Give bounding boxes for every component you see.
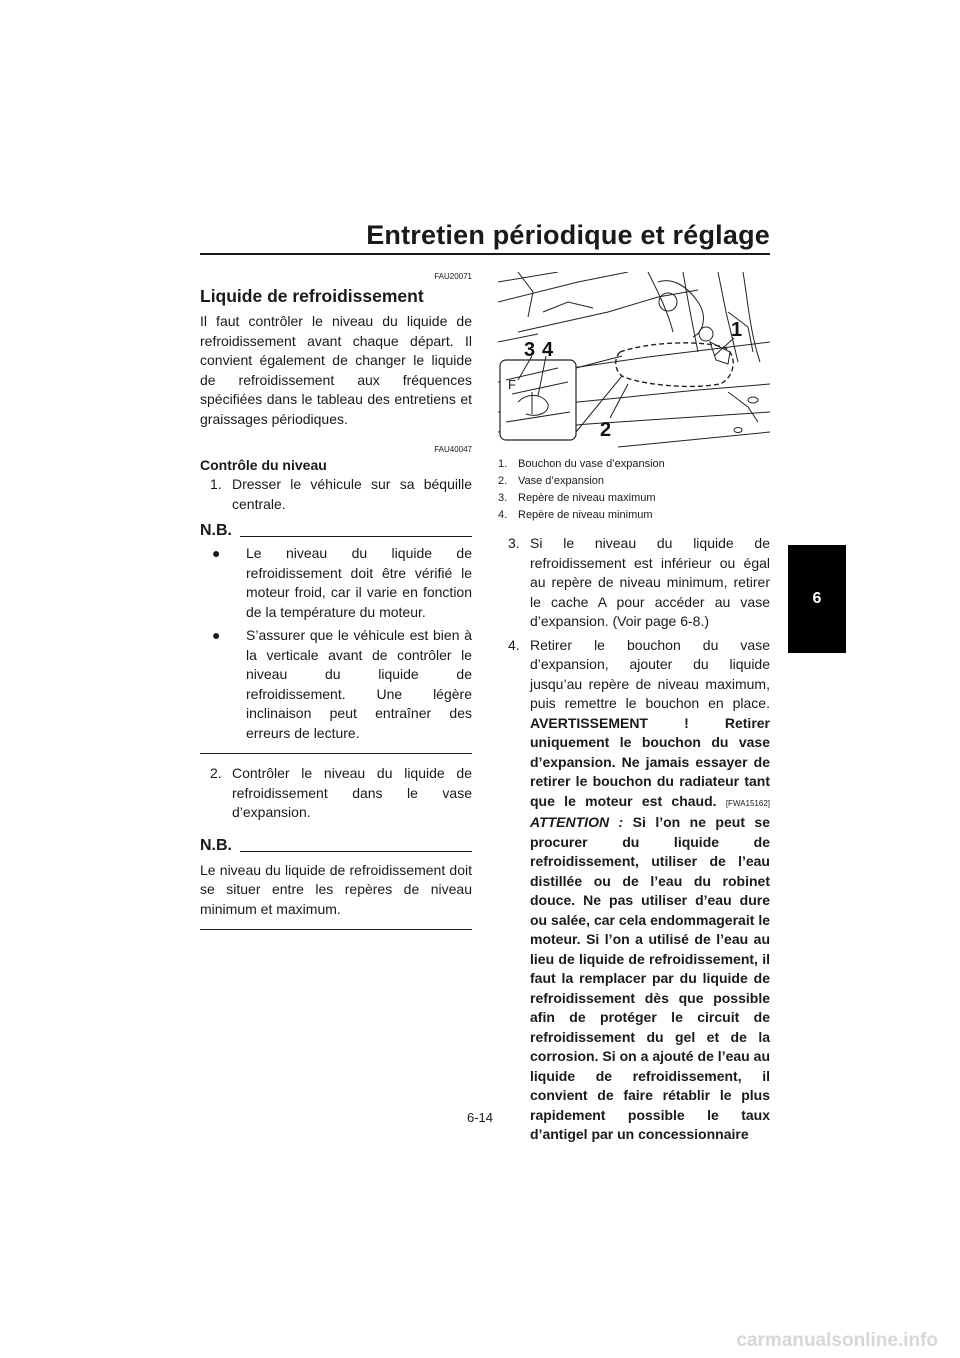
bullet-icon: ● [212,627,221,643]
bullet-text: Le niveau du liquide de refroidissement doit être vérifié le moteur froid, car il varie en fonction de la température du moteur. [246,545,472,620]
header-rule [200,253,770,255]
legend-num: 3. [498,492,508,504]
step-number: 4. [508,636,520,653]
caution-label: ATTENTION : [530,814,624,830]
caution-text: Si l’on ne peut se procurer du liquide de refroidissement, utiliser de l’eau distillée ou de l’eau du robinet douce. Ne pas utiliser d’eau dure ou salée, car cela endommagerait le moteur. Si l’on a utilisé de l’eau au lieu de liquide de refroidissement, il faut la remplacer par du liquide de refroidissement dès que possible afin de protéger le circuit de refroidissement du gel et de la corrosion. Si on a ajouté de l’eau au liquide de refroidissement, il convient de faire rétablir le plus rapidement possible le taux d’antigel par un concessionnaire [530,814,771,1142]
legend-num: 1. [498,458,508,470]
legend-item [498,456,770,473]
nb-label: N.B. [200,522,232,539]
nb-1-end-rule [200,753,472,754]
subsection-code: FAU40047 [434,445,472,454]
step-text: Dresser le véhicule sur sa béquille centrale. [232,476,472,512]
section-title: Liquide de refroidissement [200,286,424,306]
step-4 [498,636,770,1145]
step-number: 3. [508,535,520,551]
nb-2-text: Le niveau du liquide de refroidissement doit se situer entre les repères de niveau minimum et maximum. [200,861,472,917]
legend-text: Repère de niveau maximum [518,492,656,504]
nb-rule [240,536,472,537]
step-number: 2. [210,765,222,781]
section-code: FAU20071 [434,272,472,281]
nb-label: N.B. [200,836,232,854]
chapter-tab: 6 [788,545,846,653]
bullet-text: S’assurer que le véhicule est bien à la verticale avant de contrôler le niveau du liquide de refroidissement. Une légère inclinaison peut entraîner des erreurs de lecture. [246,627,472,741]
page-number: 6-14 [466,1110,494,1125]
legend-item [498,507,770,524]
callout-2: 2 [600,419,612,441]
page-header-title: Entretien périodique et réglage [366,220,770,250]
legend-num: 4. [498,509,508,521]
section-intro: Il faut contrôler le niveau du liquide de refroidissement avant chaque départ. Il convient également de changer le liquide de refroidissement aux fréquences spécifiées dans le tableau des entretiens et graissages périodiques. [200,313,472,427]
subsection-title: Contrôle du niveau [200,457,327,473]
coolant-reservoir-illustration [498,272,770,452]
legend-text: Repère de niveau minimum [518,509,653,521]
step-text: Retirer le bouchon du vase d’expansion, ajouter du liquide jusqu’au repère de niveau maximum, puis remettre le bouchon en place. [530,636,770,711]
step-text: Si le niveau du liquide de refroidissement est inférieur ou égal au repère de niveau minimum, retirer le cache A pour accéder au vase d’expansion. (Voir page 6-8.) [530,535,770,629]
step-1 [200,475,472,514]
nb-rule [240,851,472,852]
step-2 [200,764,472,823]
legend-num: 2. [498,475,508,487]
legend-item [498,473,770,490]
nb-1-bullet [200,626,472,743]
left-column [200,272,472,940]
nb-2-header [200,837,472,855]
warning-code: [FWA15162] [725,798,770,808]
right-column [498,272,770,1145]
figure-legend [498,456,770,524]
legend-item [498,490,770,507]
legend-text: Vase d’expansion [518,475,605,487]
step-text: Contrôler le niveau du liquide de refroidissement dans le vase d’expansion. [232,765,472,820]
callout-4: 4 [542,339,554,361]
nb-2-end-rule [200,929,472,930]
callout-3: 3 [524,339,536,361]
bullet-icon: ● [212,545,221,561]
step-number: 1. [210,476,222,492]
legend-text: Bouchon du vase d’expansion [518,458,665,470]
nb-1-header [200,522,472,540]
callout-1: 1 [731,319,743,341]
watermark-text: carmanualsonline.info [736,1330,938,1351]
nb-1-bullet [200,544,472,622]
step-3 [498,534,770,632]
warning-text: AVERTISSEMENT ! Retirer uniquement le bouchon du vase d’expansion. Ne jamais essayer de retirer le bouchon du radiateur tant que le moteur est chaud. [530,714,770,809]
inset-letter: F [508,377,516,392]
